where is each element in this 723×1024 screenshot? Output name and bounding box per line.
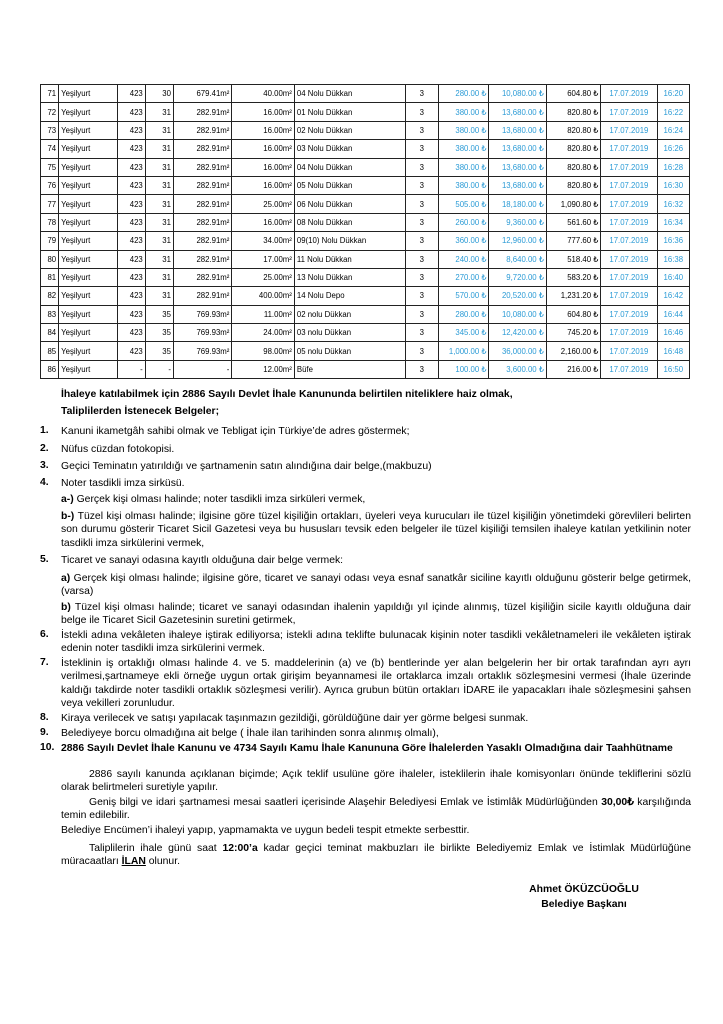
requirements-heading: İhaleye katılabilmek için 2886 Sayılı Devlet İhale Kanununda belirtilen niteliklere haiz olmak, — [61, 389, 513, 400]
parcel-cell: 31 — [145, 103, 173, 121]
total-rent-cell: 12,960.00 ₺ — [489, 232, 546, 250]
rental-area-cell: 40.00m² — [232, 85, 294, 103]
monthly-rent-cell: 280.00 ₺ — [438, 305, 488, 323]
duration-cell: 3 — [405, 140, 438, 158]
district-cell: Yeşilyurt — [59, 342, 117, 360]
closing-p2-text: Geniş bilgi ve idari şartnamesi mesai saatleri içerisinde Alaşehir Belediyesi Emlak ve İstimlâk Müdürlüğünden — [89, 797, 602, 808]
item-5b-text: Tüzel kişi olması halinde; ticaret ve sanayi odasından ihalenin yapıldığı yıl içinde alınmış, tüzel kişiliğin sicile kayıtlı olduğuna dair belge ile Ticaret Sicil Gazetesinin suretini getirmek, — [61, 602, 691, 627]
monthly-rent-cell: 380.00 ₺ — [438, 121, 488, 139]
guarantee-cell: 820.80 ₺ — [546, 158, 600, 176]
block-cell: 423 — [117, 121, 145, 139]
duration-cell: 3 — [405, 268, 438, 286]
duration-cell: 3 — [405, 342, 438, 360]
parcel-area-cell: 282.91m² — [173, 195, 231, 213]
block-cell: 423 — [117, 324, 145, 342]
tender-date-cell: 17.07.2019 — [601, 268, 657, 286]
monthly-rent-cell: 100.00 ₺ — [438, 360, 488, 378]
district-cell: Yeşilyurt — [59, 176, 117, 194]
signatory-title: Belediye Başkanı — [541, 899, 627, 910]
parcel-cell: 31 — [145, 268, 173, 286]
total-rent-cell: 10,080.00 ₺ — [489, 305, 546, 323]
parcel-cell: 31 — [145, 213, 173, 231]
duration-cell: 3 — [405, 176, 438, 194]
district-cell: Yeşilyurt — [59, 360, 117, 378]
table-row — [41, 121, 690, 139]
item-text: İsteklinin iş ortaklığı olması halinde 4. ve 5. maddelerinin (a) ve (b) bentlerinde yer alan belgelerin her bir ortak tarafından ayrı ayrı verilmesi,şartnameye ekli örneğe uygun ortak girişim beyannamesi ile ortaklarca imzalı ortaklık sözleşmesini vermesi (İhale üzerinde kaldığı takdirde noter tasdikli ortaklık sözleşmesi verilir). Ayrıca grubun bütün ortakları İDARE ile yapacakları ihale sözleşmesini şahsen veya vekilleri zorunludur. — [61, 658, 691, 709]
monthly-rent-cell: 380.00 ₺ — [438, 176, 488, 194]
tender-date-cell: 17.07.2019 — [601, 287, 657, 305]
closing-p4-mid: kadar geçici teminat makbuzları ile birlikte Belediyemiz Emlak ve İstimlak Müdürlüğüne müracaatları — [61, 843, 691, 868]
parcel-cell: 31 — [145, 287, 173, 305]
guarantee-cell: 1,231.20 ₺ — [546, 287, 600, 305]
row-number-cell: 82 — [41, 287, 59, 305]
total-rent-cell: 36,000.00 ₺ — [489, 342, 546, 360]
unit-name-cell: 01 Nolu Dükkan — [294, 103, 405, 121]
ilan-word: İLAN — [121, 856, 146, 868]
item-5a-label: a) — [61, 573, 71, 584]
total-rent-cell: 13,680.00 ₺ — [489, 140, 546, 158]
tender-date-cell: 17.07.2019 — [601, 103, 657, 121]
monthly-rent-cell: 360.00 ₺ — [438, 232, 488, 250]
rental-area-cell: 16.00m² — [232, 103, 294, 121]
closing-paragraph-1: 2886 sayılı kanunda açıklanan biçimde; Açık teklif usulüne göre ihaleler, isteklilerin ihale komisyonları önünde tekliflerini sözlü olarak belirtmeleri suretiyle yapılır. — [61, 769, 691, 794]
parcel-cell: 35 — [145, 324, 173, 342]
guarantee-cell: 820.80 ₺ — [546, 140, 600, 158]
row-number-cell: 72 — [41, 103, 59, 121]
tender-time-cell: 16:36 — [657, 232, 689, 250]
district-cell: Yeşilyurt — [59, 121, 117, 139]
rental-area-cell: 24.00m² — [232, 324, 294, 342]
item-5a-text: Gerçek kişi olması halinde; ilgisine göre, ticaret ve sanayi odası veya esnaf sanatkâr siciline kayıtlı olduğunu gösterir belge getirmek, (varsa) — [61, 573, 691, 598]
rental-area-cell: 98.00m² — [232, 342, 294, 360]
block-cell: 423 — [117, 85, 145, 103]
item-number: 10. — [40, 742, 55, 753]
tender-time-cell: 16:20 — [657, 85, 689, 103]
tender-date-cell: 17.07.2019 — [601, 250, 657, 268]
item-number: 3. — [40, 460, 49, 471]
block-cell: 423 — [117, 195, 145, 213]
total-rent-cell: 13,680.00 ₺ — [489, 103, 546, 121]
block-cell: 423 — [117, 232, 145, 250]
district-cell: Yeşilyurt — [59, 287, 117, 305]
guarantee-cell: 820.80 ₺ — [546, 121, 600, 139]
tender-table-body — [41, 85, 690, 379]
guarantee-cell: 604.80 ₺ — [546, 305, 600, 323]
item-text: Kiraya verilecek ve satışı yapılacak taşınmazın gezildiği, görüldüğüne dair yer görme belgesi sunmak. — [61, 713, 529, 724]
monthly-rent-cell: 570.00 ₺ — [438, 287, 488, 305]
unit-name-cell: 13 Nolu Dükkan — [294, 268, 405, 286]
unit-name-cell: Büfe — [294, 360, 405, 378]
rental-area-cell: 25.00m² — [232, 195, 294, 213]
tender-date-cell: 17.07.2019 — [601, 195, 657, 213]
duration-cell: 3 — [405, 232, 438, 250]
total-rent-cell: 3,600.00 ₺ — [489, 360, 546, 378]
item-number: 1. — [40, 425, 49, 436]
table-row — [41, 342, 690, 360]
unit-name-cell: 03 nolu Dükkan — [294, 324, 405, 342]
table-row — [41, 268, 690, 286]
parcel-area-cell: 282.91m² — [173, 232, 231, 250]
rental-area-cell: 12.00m² — [232, 360, 294, 378]
table-row — [41, 232, 690, 250]
item-4a — [61, 493, 691, 506]
tender-time-cell: 16:28 — [657, 158, 689, 176]
tender-date-cell: 17.07.2019 — [601, 213, 657, 231]
parcel-cell: 31 — [145, 250, 173, 268]
parcel-area-cell: 679.41m² — [173, 85, 231, 103]
parcel-cell: 31 — [145, 121, 173, 139]
tender-time-cell: 16:40 — [657, 268, 689, 286]
closing-p4-tail: olunur. — [145, 856, 180, 868]
table-row — [41, 176, 690, 194]
total-rent-cell: 9,720.00 ₺ — [489, 268, 546, 286]
rental-area-cell: 17.00m² — [232, 250, 294, 268]
guarantee-cell: 820.80 ₺ — [546, 176, 600, 194]
monthly-rent-cell: 345.00 ₺ — [438, 324, 488, 342]
tender-time-cell: 16:30 — [657, 176, 689, 194]
guarantee-cell: 820.80 ₺ — [546, 103, 600, 121]
duration-cell: 3 — [405, 324, 438, 342]
parcel-area-cell: 282.91m² — [173, 140, 231, 158]
signatory-name: Ahmet ÖKÜZCÜOĞLU — [529, 884, 639, 895]
guarantee-cell: 777.60 ₺ — [546, 232, 600, 250]
row-number-cell: 79 — [41, 232, 59, 250]
tender-time-cell: 16:50 — [657, 360, 689, 378]
block-cell: 423 — [117, 158, 145, 176]
row-number-cell: 83 — [41, 305, 59, 323]
parcel-area-cell: 769.93m² — [173, 342, 231, 360]
duration-cell: 3 — [405, 121, 438, 139]
tender-time-cell: 16:22 — [657, 103, 689, 121]
unit-name-cell: 14 Nolu Depo — [294, 287, 405, 305]
duration-cell: 3 — [405, 103, 438, 121]
row-number-cell: 86 — [41, 360, 59, 378]
item-text: Geçici Teminatın yatırıldığı ve şartnamenin satın alındığına dair belge,(makbuzu) — [61, 461, 432, 472]
row-number-cell: 74 — [41, 140, 59, 158]
parcel-cell: 31 — [145, 176, 173, 194]
total-rent-cell: 8,640.00 ₺ — [489, 250, 546, 268]
item-number: 9. — [40, 727, 49, 738]
table-row — [41, 158, 690, 176]
rental-area-cell: 34.00m² — [232, 232, 294, 250]
item-number: 6. — [40, 629, 49, 640]
item-5b-label: b) — [61, 602, 71, 613]
tender-time-cell: 16:34 — [657, 213, 689, 231]
duration-cell: 3 — [405, 195, 438, 213]
table-row — [41, 324, 690, 342]
block-cell: - — [117, 360, 145, 378]
unit-name-cell: 11 Nolu Dükkan — [294, 250, 405, 268]
duration-cell: 3 — [405, 287, 438, 305]
monthly-rent-cell: 505.00 ₺ — [438, 195, 488, 213]
row-number-cell: 80 — [41, 250, 59, 268]
tender-date-cell: 17.07.2019 — [601, 85, 657, 103]
tender-date-cell: 17.07.2019 — [601, 342, 657, 360]
closing-paragraph-2 — [61, 796, 691, 823]
block-cell: 423 — [117, 213, 145, 231]
table-row — [41, 250, 690, 268]
monthly-rent-cell: 260.00 ₺ — [438, 213, 488, 231]
monthly-rent-cell: 240.00 ₺ — [438, 250, 488, 268]
tender-time-cell: 16:48 — [657, 342, 689, 360]
row-number-cell: 73 — [41, 121, 59, 139]
total-rent-cell: 20,520.00 ₺ — [489, 287, 546, 305]
table-row — [41, 85, 690, 103]
parcel-cell: 35 — [145, 305, 173, 323]
tender-date-cell: 17.07.2019 — [601, 176, 657, 194]
item-text: İstekli adına vekâleten ihaleye iştirak ediliyorsa; istekli adına teklifte bulunacak kişinin noter tasdikli vekâletnameleri ile vekâleten iştirak edenin noter tasdikli imza sirkülerini vermek. — [61, 630, 691, 655]
parcel-area-cell: 282.91m² — [173, 158, 231, 176]
tender-time-cell: 16:44 — [657, 305, 689, 323]
district-cell: Yeşilyurt — [59, 250, 117, 268]
item-4b — [61, 510, 691, 550]
parcel-cell: 31 — [145, 140, 173, 158]
tender-time-cell: 16:38 — [657, 250, 689, 268]
closing-paragraph-4 — [61, 842, 691, 869]
fee-amount: 30,00₺ — [601, 797, 634, 808]
row-number-cell: 77 — [41, 195, 59, 213]
tender-date-cell: 17.07.2019 — [601, 360, 657, 378]
unit-name-cell: 02 Nolu Dükkan — [294, 121, 405, 139]
block-cell: 423 — [117, 342, 145, 360]
tender-time-cell: 16:46 — [657, 324, 689, 342]
district-cell: Yeşilyurt — [59, 85, 117, 103]
tender-date-cell: 17.07.2019 — [601, 140, 657, 158]
guarantee-cell: 518.40 ₺ — [546, 250, 600, 268]
item-5a — [61, 572, 691, 599]
table-row — [41, 305, 690, 323]
block-cell: 423 — [117, 103, 145, 121]
row-number-cell: 71 — [41, 85, 59, 103]
documents-heading: Taliplilerden İstenecek Belgeler; — [61, 406, 220, 417]
duration-cell: 3 — [405, 360, 438, 378]
district-cell: Yeşilyurt — [59, 158, 117, 176]
parcel-cell: 31 — [145, 232, 173, 250]
monthly-rent-cell: 380.00 ₺ — [438, 158, 488, 176]
item-number: 8. — [40, 712, 49, 723]
row-number-cell: 78 — [41, 213, 59, 231]
guarantee-cell: 2,160.00 ₺ — [546, 342, 600, 360]
total-rent-cell: 13,680.00 ₺ — [489, 158, 546, 176]
guarantee-cell: 561.60 ₺ — [546, 213, 600, 231]
table-row — [41, 287, 690, 305]
guarantee-cell: 583.20 ₺ — [546, 268, 600, 286]
total-rent-cell: 12,420.00 ₺ — [489, 324, 546, 342]
row-number-cell: 75 — [41, 158, 59, 176]
item-number: 2. — [40, 443, 49, 454]
parcel-area-cell: 282.91m² — [173, 121, 231, 139]
item-text: Belediyeye borcu olmadığına ait belge ( İhale ilan tarihinden sonra alınmış olmalı), — [61, 728, 439, 739]
rental-area-cell: 16.00m² — [232, 140, 294, 158]
guarantee-cell: 604.80 ₺ — [546, 85, 600, 103]
parcel-area-cell: - — [173, 360, 231, 378]
total-rent-cell: 13,680.00 ₺ — [489, 121, 546, 139]
row-number-cell: 76 — [41, 176, 59, 194]
block-cell: 423 — [117, 250, 145, 268]
tender-date-cell: 17.07.2019 — [601, 324, 657, 342]
guarantee-cell: 1,090.80 ₺ — [546, 195, 600, 213]
block-cell: 423 — [117, 176, 145, 194]
district-cell: Yeşilyurt — [59, 324, 117, 342]
row-number-cell: 81 — [41, 268, 59, 286]
monthly-rent-cell: 1,000.00 ₺ — [438, 342, 488, 360]
block-cell: 423 — [117, 140, 145, 158]
unit-name-cell: 05 Nolu Dükkan — [294, 176, 405, 194]
unit-name-cell: 03 Nolu Dükkan — [294, 140, 405, 158]
item-text: 2886 Sayılı Devlet İhale Kanunu ve 4734 Sayılı Kamu İhale Kanununa Göre İhalelerden Yasaklı Olmadığına dair Taahhütname — [61, 743, 673, 754]
table-row — [41, 140, 690, 158]
item-text: Noter tasdikli imza sirküsü. — [61, 478, 185, 489]
district-cell: Yeşilyurt — [59, 213, 117, 231]
table-row — [41, 103, 690, 121]
item-4b-label: b-) — [61, 511, 75, 522]
tender-time-cell: 16:24 — [657, 121, 689, 139]
tender-time-cell: 16:42 — [657, 287, 689, 305]
tender-time-cell: 16:32 — [657, 195, 689, 213]
rental-area-cell: 16.00m² — [232, 158, 294, 176]
tender-date-cell: 17.07.2019 — [601, 232, 657, 250]
parcel-area-cell: 282.91m² — [173, 250, 231, 268]
item-text: Kanuni ikametgâh sahibi olmak ve Tebligat için Türkiye’de adres göstermek; — [61, 426, 410, 437]
item-number: 7. — [40, 657, 49, 668]
item-number: 4. — [40, 477, 49, 488]
parcel-area-cell: 282.91m² — [173, 287, 231, 305]
unit-name-cell: 06 Nolu Dükkan — [294, 195, 405, 213]
tender-date-cell: 17.07.2019 — [601, 158, 657, 176]
item-4b-text: Tüzel kişi olması halinde; ilgisine göre tüzel kişiliğin ortakları, üyeleri veya kurucuları ile tüzel kişiliğin yönetimdeki görevlileri belirten son durumu gösterir Ticaret Sicil Gazetesi veya bu hususları tevsik eden belgeler ile tüzel kişiliği temsilen ihaleye katılan yetkilinin noter tasdikli imza sirkülerini vermek, — [61, 511, 691, 549]
district-cell: Yeşilyurt — [59, 305, 117, 323]
district-cell: Yeşilyurt — [59, 195, 117, 213]
district-cell: Yeşilyurt — [59, 140, 117, 158]
monthly-rent-cell: 270.00 ₺ — [438, 268, 488, 286]
deadline-time: 12:00’a — [222, 843, 258, 854]
monthly-rent-cell: 280.00 ₺ — [438, 85, 488, 103]
table-row — [41, 195, 690, 213]
closing-p2-tail: karşılığında temin edilebilir. — [61, 797, 692, 822]
parcel-cell: 31 — [145, 158, 173, 176]
row-number-cell: 84 — [41, 324, 59, 342]
block-cell: 423 — [117, 268, 145, 286]
guarantee-cell: 745.20 ₺ — [546, 324, 600, 342]
unit-name-cell: 02 nolu Dükkan — [294, 305, 405, 323]
district-cell: Yeşilyurt — [59, 232, 117, 250]
table-row — [41, 360, 690, 378]
parcel-area-cell: 769.93m² — [173, 324, 231, 342]
rental-area-cell: 16.00m² — [232, 121, 294, 139]
item-text: Ticaret ve sanayi odasına kayıtlı olduğuna dair belge vermek: — [61, 555, 344, 566]
parcel-area-cell: 282.91m² — [173, 268, 231, 286]
parcel-area-cell: 282.91m² — [173, 103, 231, 121]
rental-area-cell: 25.00m² — [232, 268, 294, 286]
unit-name-cell: 05 nolu Dükkan — [294, 342, 405, 360]
rental-area-cell: 16.00m² — [232, 176, 294, 194]
duration-cell: 3 — [405, 85, 438, 103]
parcel-area-cell: 282.91m² — [173, 213, 231, 231]
total-rent-cell: 9,360.00 ₺ — [489, 213, 546, 231]
duration-cell: 3 — [405, 305, 438, 323]
parcel-cell: 30 — [145, 85, 173, 103]
guarantee-cell: 216.00 ₺ — [546, 360, 600, 378]
parcel-area-cell: 769.93m² — [173, 305, 231, 323]
rental-area-cell: 16.00m² — [232, 213, 294, 231]
tender-time-cell: 16:26 — [657, 140, 689, 158]
item-number: 5. — [40, 554, 49, 565]
parcel-cell: 35 — [145, 342, 173, 360]
duration-cell: 3 — [405, 250, 438, 268]
unit-name-cell: 08 Nolu Dükkan — [294, 213, 405, 231]
monthly-rent-cell: 380.00 ₺ — [438, 140, 488, 158]
tender-date-cell: 17.07.2019 — [601, 305, 657, 323]
rental-area-cell: 11.00m² — [232, 305, 294, 323]
unit-name-cell: 04 Nolu Dükkan — [294, 158, 405, 176]
district-cell: Yeşilyurt — [59, 268, 117, 286]
table-row — [41, 213, 690, 231]
tender-table — [40, 84, 690, 379]
total-rent-cell: 10,080.00 ₺ — [489, 85, 546, 103]
item-5b — [61, 601, 691, 628]
duration-cell: 3 — [405, 158, 438, 176]
item-4a-label: a-) — [61, 494, 74, 505]
parcel-cell: 31 — [145, 195, 173, 213]
tender-date-cell: 17.07.2019 — [601, 121, 657, 139]
row-number-cell: 85 — [41, 342, 59, 360]
closing-p4-text: Taliplilerin ihale günü saat — [89, 843, 223, 854]
block-cell: 423 — [117, 305, 145, 323]
unit-name-cell: 09(10) Nolu Dükkan — [294, 232, 405, 250]
unit-name-cell: 04 Nolu Dükkan — [294, 85, 405, 103]
total-rent-cell: 13,680.00 ₺ — [489, 176, 546, 194]
monthly-rent-cell: 380.00 ₺ — [438, 103, 488, 121]
item-4a-text: Gerçek kişi olması halinde; noter tasdikli imza sirküleri vermek, — [73, 494, 366, 505]
duration-cell: 3 — [405, 213, 438, 231]
block-cell: 423 — [117, 287, 145, 305]
parcel-cell: - — [145, 360, 173, 378]
item-text: Nüfus cüzdan fotokopisi. — [61, 444, 175, 455]
closing-paragraph-3: Belediye Encümen’i ihaleyi yapıp, yapmamakta ve uygun bedeli tespit etmekte serbesttir. — [61, 825, 470, 836]
total-rent-cell: 18,180.00 ₺ — [489, 195, 546, 213]
parcel-area-cell: 282.91m² — [173, 176, 231, 194]
rental-area-cell: 400.00m² — [232, 287, 294, 305]
district-cell: Yeşilyurt — [59, 103, 117, 121]
